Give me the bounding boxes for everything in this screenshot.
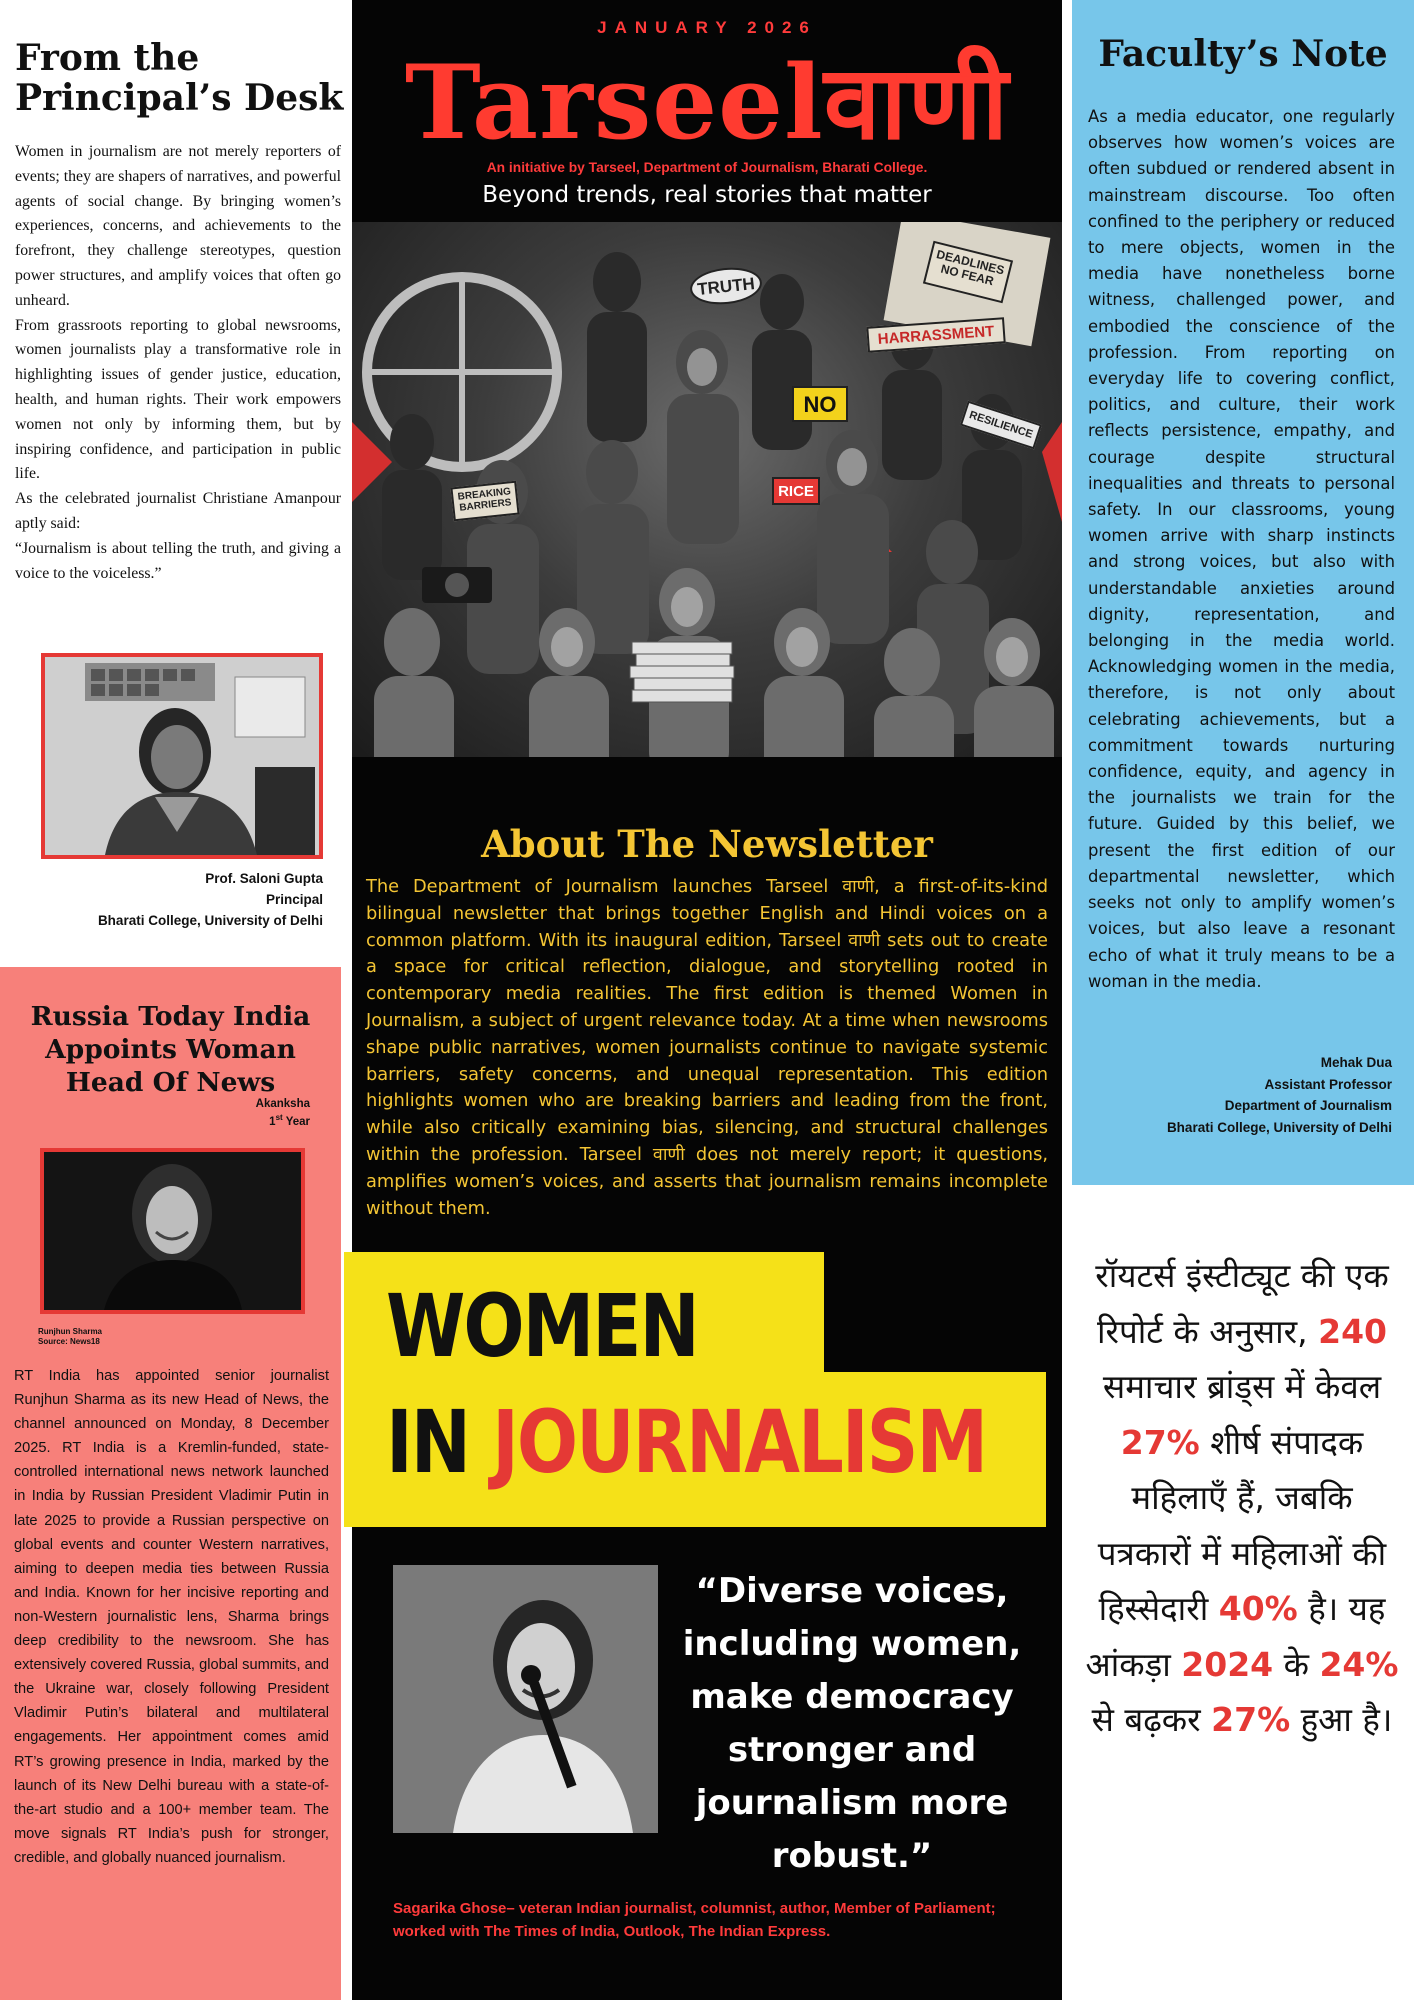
sagarika-ghose-photo <box>393 1565 658 1833</box>
faculty-note-title: Faculty’s Note <box>1098 33 1388 75</box>
stat-number: 27% <box>1211 1700 1291 1739</box>
banner-journalism: JOURNALISM <box>492 1391 987 1493</box>
rt-story-title: Russia Today India Appoints Woman Head Of News <box>30 1001 311 1098</box>
banner-in-journalism <box>386 1388 986 1496</box>
initiative-line: An initiative by Tarseel, Department of Journalism, Bharati College. <box>486 160 928 175</box>
issue-date: JANUARY 2026 <box>597 18 817 37</box>
faculty-role: Assistant Professor <box>1264 1076 1392 1092</box>
author-year-label: Year <box>282 1115 310 1128</box>
banner-women: WOMEN <box>386 1275 698 1377</box>
principal-portrait-illustration <box>45 657 319 855</box>
hero-collage <box>352 222 1062 757</box>
stat-text: के <box>1273 1644 1320 1684</box>
stat-number: 40% <box>1218 1589 1298 1628</box>
stat-number: 24% <box>1319 1644 1399 1684</box>
about-title: About The Newsletter <box>481 822 933 866</box>
faculty-department: Department of Journalism <box>1224 1098 1392 1113</box>
caption-name: Runjhun Sharma <box>38 1327 103 1336</box>
quote-portrait-illustration <box>393 1565 658 1833</box>
faculty-affiliation: Bharati College, University of Delhi <box>1166 1119 1392 1135</box>
author-year-number: 1 <box>269 1115 276 1128</box>
hindi-statistic <box>1082 1248 1402 1748</box>
principal-affiliation: Bharati College, University of Delhi <box>97 913 323 928</box>
quote-text: “Diverse voices, including women, make democracy stronger and journalism more robust.” <box>682 1571 1022 1876</box>
stat-text: रॉयटर्स इंस्टीट्यूट की एक रिपोर्ट के अनुसार, <box>1095 1256 1389 1351</box>
newsletter-title: Tarseelवाणी <box>404 43 1010 163</box>
deadlines-sign: DEADLINES NO FEAR <box>923 241 1013 304</box>
stat-text: समाचार ब्रांड्स में केवल <box>1102 1367 1382 1406</box>
rice-sign: RICE <box>772 477 820 505</box>
principal-photo <box>41 653 323 859</box>
quote-credit: Sagarika Ghose– veteran Indian journalist, columnist, author, Member of Parliament; worked with The Times of India, Outlook, The Indian Express. <box>393 1900 996 1940</box>
stat-number: 27% <box>1120 1422 1200 1462</box>
truth-sign: TRUTH <box>688 264 763 307</box>
principal-message <box>15 140 341 586</box>
rt-portrait-illustration <box>44 1152 301 1310</box>
principal-signature <box>40 868 323 931</box>
author-year <box>200 1111 310 1129</box>
stat-text: है। यह आंकड़ा <box>1085 1589 1386 1684</box>
stat-number: 2024 <box>1181 1644 1274 1684</box>
stat-text: से बढ़कर <box>1091 1700 1212 1739</box>
stat-text: शीर्ष संपादक महिलाएँ हैं, जबकि पत्रकारों में महिलाओं की हिस्सेदारी <box>1097 1422 1387 1628</box>
tagline: Beyond trends, real stories that matter <box>482 182 932 208</box>
faculty-signature <box>1100 1052 1392 1138</box>
rt-story-body: RT India has appointed senior journalist Runjhun Sharma as its new Head of News, the channel announced on Monday, 8 December 2025. RT India is a Kremlin-funded, state-controlled international news network launched in India by Russian President Vladimir Putin in late 2025 to provide a Russian perspective on global events and counter Western narratives, aiming to deepen media ties between Russia and India. Known for her incisive reporting and non-Western journalistic lens, Sharma brings deep credibility to the newsroom. She has extensively covered Russia, global summits, and the Ukraine war, closely following President Vladimir Putin’s bilateral and multilateral engagements. Her appointment comes amid RT’s growing presence in India, marked by the launch of its New Delhi bureau with a state-of-the-art studio and a 100+ member team. The move signals RT India’s push for stronger, credible, and globally nuanced journalism. <box>14 1368 329 1866</box>
harassment-sign: HARRASSMENT <box>866 317 1005 353</box>
author-name: Akanksha <box>255 1098 310 1110</box>
principal-paragraph: From grassroots reporting to global newsrooms, women journalists play a transformative role in highlighting issues of gender justice, education, health, and human rights. Their work empowers women not only by informing them, but by inspiring confidence, and participation in public life. <box>15 316 341 483</box>
stat-text: हुआ है। <box>1290 1700 1393 1739</box>
faculty-name: Mehak Dua <box>1320 1055 1392 1070</box>
breaking-barriers-sign: BREAKING BARRIERS <box>450 481 519 522</box>
principal-role: Principal <box>265 892 323 907</box>
principal-paragraph: As the celebrated journalist Christiane Amanpour aptly said: <box>15 490 341 532</box>
principal-desk-title: From the Principal’s Desk <box>15 37 344 119</box>
about-body: The Department of Journalism launches Tarseel वाणी, a first-of-its-kind bilingual newsletter that brings together English and Hindi voices on a common platform. With its inaugural edition, Tarseel वाणी sets out to create a space for critical reflection, dialogue, and storytelling rooted in contemporary media realities. The first edition is themed Women in Journalism, a subject of urgent relevance today. At a time when newsrooms shape public narratives, women journalists continue to navigate systemic barriers, safety concerns, and unequal representation. This edition highlights women who are breaking barriers and leading from the front, while also critically examining bias, silencing, and structural challenges within the profession. Tarseel वाणी does not merely report; it questions, amplifies women’s voices, and asserts that journalism remains incomplete without them. <box>366 876 1048 1219</box>
rt-story-author <box>200 1097 310 1129</box>
resilience-sign: RESILIENCE <box>960 401 1042 450</box>
stat-number: 240 <box>1318 1311 1388 1351</box>
faculty-note-body: As a media educator, one regularly observes how women’s voices are often subdued or rendered absent in mainstream discourse. Too often confined to the periphery or reduced to mere objects, women in the media have nonetheless borne witness, challenged power, and embodied the conscience of the profession. From reporting on everyday life to covering conflict, politics, and culture, their work reflects persistence, empathy, and courage despite structural inequalities and threats to personal safety. In our classrooms, young women arrive with sharp instincts and strong voices, but also with understandable anxieties around dignity, representation, and belonging in the media world. Acknowledging women in the media, therefore, is not only about celebrating achievements, but a commitment towards nurturing confidence, equity, and agency in the journalists we train for the future. Guided by this belief, we present the first edition of our departmental newsletter, which seeks not only to amplify women’s voices, but also leave a resonant echo of what it truly means to be a woman in the media. <box>1088 107 1395 991</box>
runjhun-sharma-photo <box>40 1148 305 1314</box>
caption-source: Source: News18 <box>38 1337 100 1346</box>
no-sign: NO <box>792 386 848 422</box>
rt-photo-caption <box>38 1327 238 1347</box>
principal-name: Prof. Saloni Gupta <box>205 871 323 886</box>
principal-quote: “Journalism is about telling the truth, and giving a voice to the voiceless.” <box>15 539 341 582</box>
author-year-suffix: st <box>275 1113 283 1122</box>
principal-paragraph: Women in journalism are not merely reporters of events; they are shapers of narratives, and powerful agents of social change. By bringing women’s experiences, concerns, and achievements to the forefront, they challenge stereotypes, question power structures, and amplify voices that often go unheard. <box>15 143 341 309</box>
banner-in: IN <box>386 1391 493 1493</box>
